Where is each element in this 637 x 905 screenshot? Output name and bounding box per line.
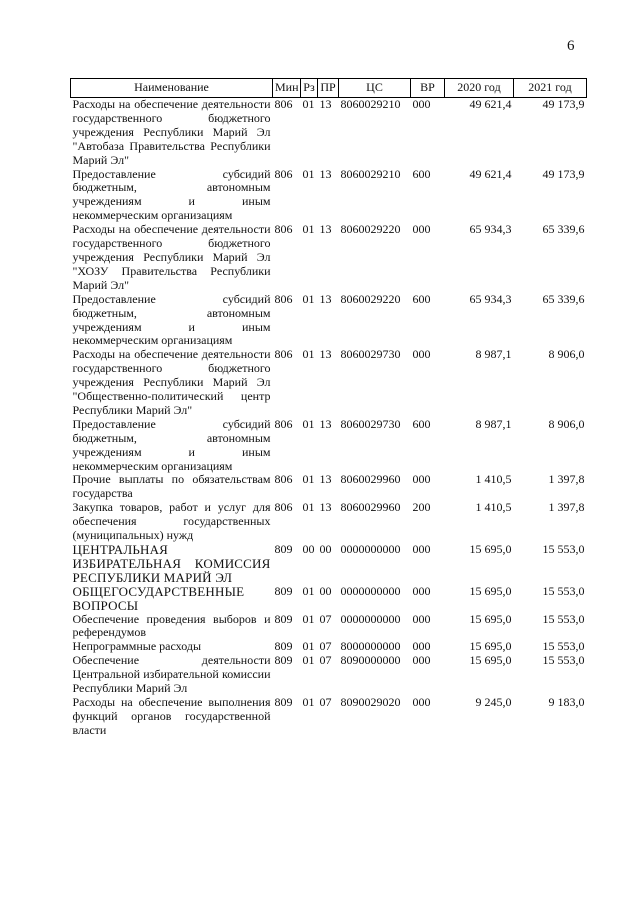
row-value-2021: 15 553,0 — [542, 583, 585, 598]
page-number: 6 — [567, 38, 575, 54]
row-name: Обеспечение деятельности Центральной избирательной комиссии Республики Марий Эл — [72, 653, 271, 696]
table-row — [71, 348, 587, 418]
header-name: Наименование — [71, 79, 273, 98]
row-min: 809 — [274, 583, 293, 598]
row-cs: 8060029220 — [340, 222, 401, 237]
row-min: 806 — [274, 347, 293, 362]
table-row — [71, 293, 587, 349]
row-pr: 07 — [319, 694, 332, 709]
row-rz: 01 — [302, 583, 315, 598]
row-cs: 8060029210 — [340, 166, 401, 181]
row-cs: 8060029730 — [340, 416, 401, 431]
row-value-2021: 65 339,6 — [542, 222, 585, 237]
table-row — [71, 654, 587, 696]
row-rz: 01 — [302, 222, 315, 237]
row-pr: 13 — [319, 416, 332, 431]
row-name: ОБЩЕГОСУДАРСТВЕННЫЕ ВОПРОСЫ — [72, 583, 245, 613]
row-min: 806 — [274, 291, 293, 306]
row-name: ЦЕНТРАЛЬНАЯ ИЗБИРАТЕЛЬНАЯ КОМИССИЯ РЕСПУБЛИКИ МАРИЙ ЭЛ — [72, 542, 271, 585]
row-name: Предоставление субсидий бюджетным, автономным учреждениям и иным некоммерческим организациям — [72, 291, 271, 348]
row-value-2021: 49 173,9 — [542, 97, 585, 111]
row-value-2020: 49 621,4 — [469, 166, 512, 181]
row-vr: 000 — [412, 347, 431, 362]
row-min: 806 — [274, 500, 293, 515]
row-rz: 01 — [302, 166, 315, 181]
row-name: Расходы на обеспечение деятельности государственного бюджетного учреждения Республики Марий Эл "Автобаза Правительства Республики Марий Эл" — [72, 97, 271, 167]
row-vr: 200 — [412, 500, 431, 515]
table-row — [71, 585, 587, 613]
row-value-2020: 9 245,0 — [475, 694, 512, 709]
row-value-2021: 1 397,8 — [548, 500, 585, 515]
row-cs: 8090029020 — [340, 694, 401, 709]
header-min: Мин — [273, 79, 301, 98]
row-pr: 07 — [319, 653, 332, 668]
row-cs: 8060029220 — [340, 291, 401, 306]
row-value-2020: 65 934,3 — [469, 291, 512, 306]
row-cs: 8090000000 — [340, 653, 401, 668]
row-name: Прочие выплаты по обязательствам государства — [72, 472, 271, 501]
row-vr: 000 — [412, 542, 431, 556]
row-vr: 000 — [412, 639, 431, 654]
row-value-2021: 8 906,0 — [548, 347, 585, 362]
row-value-2020: 15 695,0 — [469, 583, 512, 598]
row-vr: 600 — [412, 416, 431, 431]
row-pr: 13 — [319, 166, 332, 181]
table-row — [71, 543, 587, 585]
table-row — [71, 223, 587, 293]
row-value-2021: 9 183,0 — [548, 694, 585, 709]
table-row — [71, 501, 587, 543]
row-pr: 07 — [319, 639, 332, 654]
table-header-row — [71, 79, 587, 98]
row-min: 809 — [274, 694, 293, 709]
row-min: 809 — [274, 542, 293, 556]
row-pr: 13 — [319, 472, 332, 487]
header-2020: 2020 год — [445, 79, 514, 98]
row-rz: 01 — [302, 416, 315, 431]
row-pr: 13 — [319, 291, 332, 306]
row-min: 806 — [274, 416, 293, 431]
row-vr: 000 — [412, 583, 431, 598]
row-rz: 01 — [302, 500, 315, 515]
row-cs: 8000000000 — [340, 639, 401, 654]
row-name: Расходы на обеспечение деятельности государственного бюджетного учреждения Республики Марий Эл "ХОЗУ Правительства Республики Марий Эл" — [72, 222, 271, 292]
row-min: 809 — [274, 653, 293, 668]
row-value-2020: 15 695,0 — [469, 639, 512, 654]
row-value-2021: 49 173,9 — [542, 166, 585, 181]
row-pr: 00 — [319, 583, 332, 598]
row-value-2020: 15 695,0 — [469, 611, 512, 626]
row-name: Непрограммные расходы — [72, 639, 202, 654]
row-vr: 000 — [412, 97, 431, 111]
budget-table — [70, 78, 587, 738]
row-value-2020: 65 934,3 — [469, 222, 512, 237]
header-rz: Рз — [301, 79, 318, 98]
row-cs: 8060029730 — [340, 347, 401, 362]
table-row — [71, 418, 587, 474]
row-rz: 01 — [302, 694, 315, 709]
table-row — [71, 98, 587, 168]
table-row — [71, 168, 587, 224]
row-pr: 07 — [319, 611, 332, 626]
row-name: Расходы на обеспечение деятельности государственного бюджетного учреждения Республики Марий Эл "Общественно-политический центр Республики Марий Эл" — [72, 347, 271, 417]
row-vr: 000 — [412, 653, 431, 668]
row-vr: 600 — [412, 166, 431, 181]
row-pr: 13 — [319, 97, 332, 111]
row-cs: 8060029960 — [340, 500, 401, 515]
row-value-2020: 49 621,4 — [469, 97, 512, 111]
row-rz: 01 — [302, 611, 315, 626]
row-vr: 000 — [412, 472, 431, 487]
row-value-2021: 65 339,6 — [542, 291, 585, 306]
row-rz: 01 — [302, 347, 315, 362]
row-value-2020: 15 695,0 — [469, 653, 512, 668]
row-rz: 00 — [302, 542, 315, 556]
row-name: Расходы на обеспечение выполнения функций органов государственной власти — [72, 694, 271, 737]
row-value-2021: 8 906,0 — [548, 416, 585, 431]
row-cs: 0000000000 — [340, 611, 401, 626]
row-min: 809 — [274, 611, 293, 626]
row-vr: 000 — [412, 222, 431, 237]
row-vr: 600 — [412, 291, 431, 306]
row-value-2020: 1 410,5 — [475, 500, 512, 515]
row-name: Обеспечение проведения выборов и референдумов — [72, 611, 271, 640]
row-name: Предоставление субсидий бюджетным, автономным учреждениям и иным некоммерческим организациям — [72, 166, 271, 223]
table-row — [71, 473, 587, 501]
header-pr: ПР — [318, 79, 339, 98]
row-cs: 8060029960 — [340, 472, 401, 487]
row-cs: 8060029210 — [340, 97, 401, 111]
row-rz: 01 — [302, 291, 315, 306]
row-value-2021: 15 553,0 — [542, 639, 585, 654]
row-min: 806 — [274, 472, 293, 487]
row-vr: 000 — [412, 694, 431, 709]
row-value-2020: 1 410,5 — [475, 472, 512, 487]
row-value-2020: 8 987,1 — [475, 416, 512, 431]
table-row — [71, 613, 587, 641]
row-pr: 00 — [319, 542, 332, 556]
row-value-2020: 8 987,1 — [475, 347, 512, 362]
row-rz: 01 — [302, 639, 315, 654]
row-rz: 01 — [302, 472, 315, 487]
row-pr: 13 — [319, 222, 332, 237]
row-value-2021: 1 397,8 — [548, 472, 585, 487]
row-pr: 13 — [319, 347, 332, 362]
row-value-2021: 15 553,0 — [542, 611, 585, 626]
row-min: 806 — [274, 222, 293, 237]
row-name: Закупка товаров, работ и услуг для обеспечения государственных (муниципальных) нужд — [72, 500, 271, 543]
header-2021: 2021 год — [514, 79, 587, 98]
row-name: Предоставление субсидий бюджетным, автономным учреждениям и иным некоммерческим организациям — [72, 416, 271, 473]
header-vr: ВР — [411, 79, 445, 98]
row-min: 809 — [274, 639, 293, 654]
table-row — [71, 640, 587, 654]
row-pr: 13 — [319, 500, 332, 515]
row-min: 806 — [274, 166, 293, 181]
row-value-2021: 15 553,0 — [542, 653, 585, 668]
row-vr: 000 — [412, 611, 431, 626]
row-min: 806 — [274, 97, 293, 111]
header-cs: ЦС — [339, 79, 411, 98]
row-rz: 01 — [302, 97, 315, 111]
row-rz: 01 — [302, 653, 315, 668]
row-cs: 0000000000 — [340, 542, 401, 556]
row-value-2021: 15 553,0 — [542, 542, 585, 556]
table-row — [71, 696, 587, 738]
row-cs: 0000000000 — [340, 583, 401, 598]
row-value-2020: 15 695,0 — [469, 542, 512, 556]
